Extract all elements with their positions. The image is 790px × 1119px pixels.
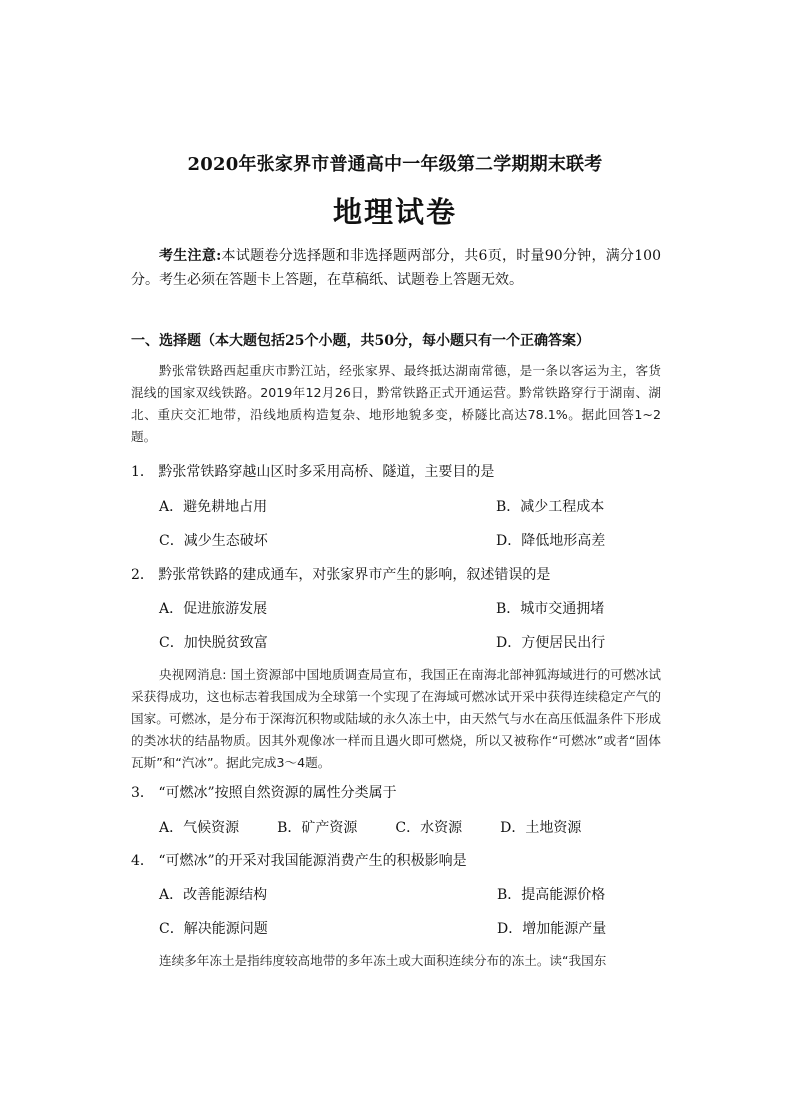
question-4-option-c: C．解决能源问题 bbox=[159, 921, 268, 937]
question-1-option-d: D．降低地形高差 bbox=[496, 533, 606, 549]
question-3-option-b: B．矿产资源 bbox=[277, 820, 358, 836]
notice-label: 考生注意: bbox=[159, 248, 222, 264]
question-4-option-d: D．增加能源产量 bbox=[497, 921, 607, 937]
question-1-option-a: A．避免耕地占用 bbox=[159, 499, 268, 515]
passage-permafrost: 连续多年冻土是指纬度较高地带的多年冻土或大面积连续分布的冻土。读“我国东 bbox=[159, 953, 607, 968]
question-1-stem: 1． 黔张常铁路穿越山区时多采用高桥、隧道，主要目的是 bbox=[131, 464, 495, 480]
question-1-option-c: C．减少生态破坏 bbox=[159, 533, 268, 549]
question-4-option-a: A．改善能源结构 bbox=[159, 887, 268, 903]
question-4-stem: 4． “可燃冰”的开采对我国能源消费产生的积极影响是 bbox=[131, 853, 467, 869]
question-2-option-c: C．加快脱贫致富 bbox=[159, 635, 268, 651]
question-2-stem: 2． 黔张常铁路的建成通车，对张家界市产生的影响，叙述错误的是 bbox=[131, 567, 551, 583]
question-3-stem: 3． “可燃冰”按照自然资源的属性分类属于 bbox=[131, 785, 397, 801]
question-3-option-d: D．土地资源 bbox=[500, 820, 582, 836]
passage-combustible-ice: 央视网消息: 国土资源部中国地质调查局宣布，我国正在南海北部神狐海域进行的可燃冰试采获得成功，这也标志着我国成为全球第一个实现了在海域可燃冰试开采中获得连续稳定产气的国家。可燃冰，是分布于深海沉积物或陆域的永久冻土中，由天然气与水在高压低温条件下形成的类冰状的结晶物质。因其外观像冰一样而且遇火即可燃烧，所以又被称作“可燃冰”或者“固体瓦斯”和“汽冰”。据此完成3～4题。 bbox=[131, 667, 661, 770]
notice-text: 本试题卷分选择题和非选择题两部分，共6页，时量90分钟，满分100分。考生必须在答题卡上答题，在草稿纸、试题卷上答题无效。 bbox=[131, 248, 661, 288]
question-3-options bbox=[159, 817, 619, 837]
question-3-option-c: C．水资源 bbox=[395, 820, 463, 836]
question-1-option-b: B．减少工程成本 bbox=[496, 499, 605, 515]
section-heading: 一、选择题（本大题包括25个小题，共50分，每小题只有一个正确答案） bbox=[131, 333, 590, 349]
question-3-option-a: A．气候资源 bbox=[159, 820, 240, 836]
passage-railway: 黔张常铁路西起重庆市黔江站，经张家界、最终抵达湖南常德，是一条以客运为主，客货混线的国家双线铁路。2019年12月26日，黔常铁路正式开通运营。黔常铁路穿行于湖南、湖北、重庆交汇地带，沿线地质构造复杂、地形地貌多变，桥隧比高达78.1%。据此回答1~2题。 bbox=[131, 363, 661, 444]
question-2-option-d: D．方便居民出行 bbox=[496, 635, 606, 651]
question-4-option-b: B．提高能源价格 bbox=[497, 887, 606, 903]
notice-paragraph bbox=[131, 244, 661, 292]
exam-title: 2020年张家界市普通高中一年级第二学期期末联考 bbox=[187, 154, 603, 175]
question-2-option-a: A．促进旅游发展 bbox=[159, 601, 268, 617]
question-2-option-b: B．城市交通拥堵 bbox=[496, 601, 605, 617]
subject-title: 地理试卷 bbox=[332, 195, 457, 229]
